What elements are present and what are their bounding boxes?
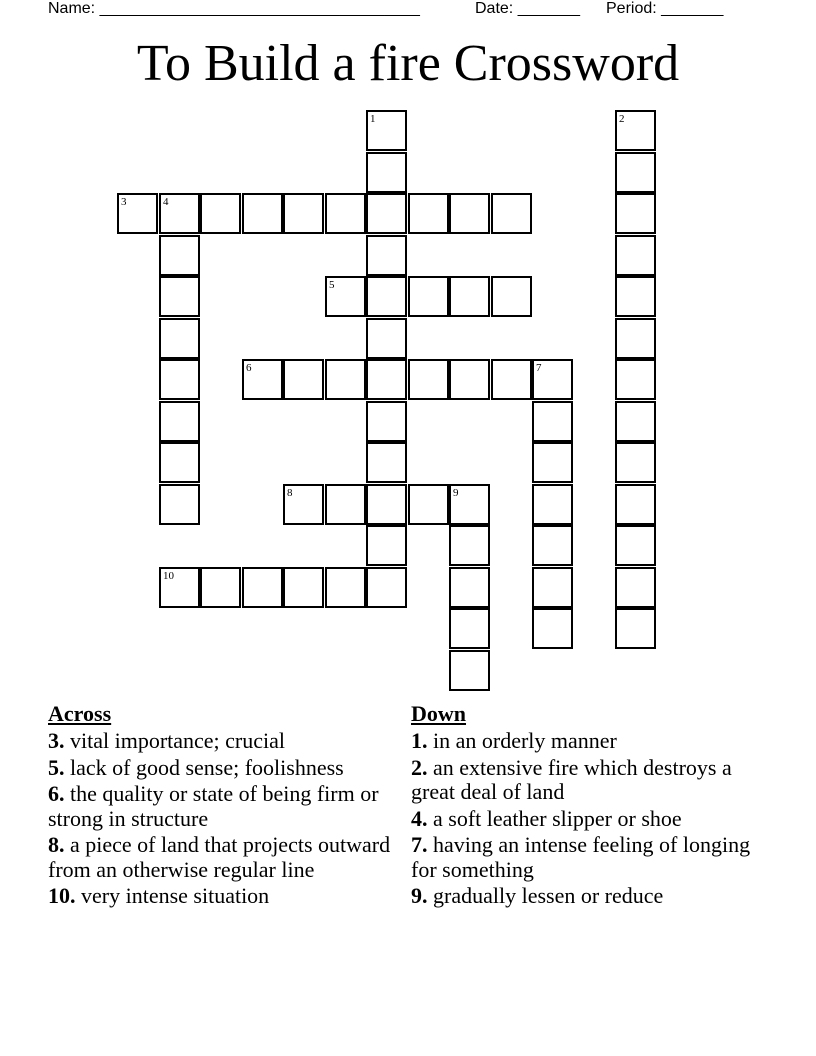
grid-cell[interactable] [242, 567, 283, 608]
grid-cell[interactable] [449, 276, 490, 317]
grid-cell[interactable] [532, 525, 573, 566]
grid-cell[interactable] [366, 401, 407, 442]
clue-number: 5. [48, 754, 65, 780]
grid-cell[interactable] [615, 567, 656, 608]
page-title: To Build a fire Crossword [136, 35, 680, 92]
clue-text: vital importance; crucial [70, 728, 286, 753]
cell-number: 3 [121, 196, 127, 208]
grid-cell[interactable] [366, 235, 407, 276]
clue-down-1 [411, 729, 756, 754]
clue-across-5 [48, 756, 393, 781]
clue-text: in an orderly manner [433, 728, 617, 753]
grid-cell[interactable] [366, 152, 407, 193]
grid-cell[interactable] [615, 276, 656, 317]
grid-cell[interactable] [408, 359, 449, 400]
grid-cell[interactable] [449, 650, 490, 691]
clue-across-3 [48, 729, 393, 754]
grid-cell[interactable] [615, 193, 656, 234]
grid-cell[interactable] [366, 442, 407, 483]
cell-number: 1 [370, 113, 376, 125]
grid-cell[interactable] [532, 567, 573, 608]
date-field-label: Date: _______ [475, 0, 580, 17]
clue-number: 3. [48, 728, 65, 753]
grid-cell[interactable] [615, 152, 656, 193]
across-clues [48, 701, 393, 911]
clue-down-2 [411, 756, 756, 805]
grid-cell[interactable] [615, 110, 656, 151]
cell-number: 8 [287, 487, 293, 499]
grid-cell[interactable] [366, 525, 407, 566]
grid-cell[interactable] [117, 193, 158, 234]
clue-across-8 [48, 833, 393, 882]
grid-cell[interactable] [283, 193, 324, 234]
grid-cell[interactable] [159, 442, 200, 483]
clue-down-4 [411, 807, 756, 832]
period-field-label: Period: _______ [606, 0, 724, 17]
clue-text: a soft leather slipper or shoe [433, 805, 682, 831]
grid-cell[interactable] [408, 276, 449, 317]
grid-cell[interactable] [615, 442, 656, 483]
cell-number: 2 [619, 113, 625, 125]
grid-cell[interactable] [200, 193, 241, 234]
grid-cell[interactable] [159, 235, 200, 276]
grid-cell[interactable] [159, 318, 200, 359]
grid-cell[interactable] [491, 193, 532, 234]
grid-cell[interactable] [491, 276, 532, 317]
grid-cell[interactable] [449, 525, 490, 566]
clue-text: very intense situation [81, 883, 270, 908]
cell-number: 6 [246, 362, 252, 374]
clue-across-10 [48, 884, 393, 909]
grid-cell[interactable] [408, 484, 449, 525]
grid-cell[interactable] [159, 193, 200, 234]
grid-cell[interactable] [283, 359, 324, 400]
grid-cell[interactable] [615, 401, 656, 442]
grid-cell[interactable] [366, 567, 407, 608]
grid-cell[interactable] [325, 484, 366, 525]
grid-cell[interactable] [366, 276, 407, 317]
clue-number: 8. [48, 832, 65, 857]
clue-text: lack of good sense; foolishness [70, 754, 344, 780]
grid-cell[interactable] [532, 484, 573, 525]
grid-cell[interactable] [615, 525, 656, 566]
across-heading: Across [48, 701, 112, 726]
grid-cell[interactable] [283, 567, 324, 608]
grid-cell[interactable] [449, 567, 490, 608]
grid-cell[interactable] [532, 442, 573, 483]
grid-cell[interactable] [366, 110, 407, 151]
clue-down-7 [411, 833, 756, 882]
grid-cell[interactable] [242, 193, 283, 234]
grid-cell[interactable] [159, 359, 200, 400]
grid-cell[interactable] [159, 484, 200, 525]
grid-cell[interactable] [408, 193, 449, 234]
grid-cell[interactable] [325, 359, 366, 400]
grid-cell[interactable] [325, 193, 366, 234]
clue-text: an extensive fire which destroys a great deal of land [411, 754, 732, 804]
grid-cell[interactable] [449, 484, 490, 525]
clue-number: 1. [411, 728, 428, 753]
cell-number: 10 [163, 570, 174, 582]
clue-text: having an intense feeling of longing for something [411, 832, 751, 882]
grid-cell[interactable] [200, 567, 241, 608]
grid-cell[interactable] [615, 359, 656, 400]
grid-cell[interactable] [283, 484, 324, 525]
grid-cell[interactable] [366, 193, 407, 234]
clue-number: 6. [48, 781, 65, 806]
grid-cell[interactable] [325, 567, 366, 608]
clue-text: the quality or state of being firm or strong in structure [48, 781, 379, 831]
clue-number: 2. [411, 754, 428, 780]
grid-cell[interactable] [242, 359, 283, 400]
down-clues [411, 701, 756, 911]
clue-number: 7. [411, 832, 428, 857]
grid-cell[interactable] [366, 318, 407, 359]
grid-cell[interactable] [449, 359, 490, 400]
grid-cell[interactable] [491, 359, 532, 400]
clue-text: a piece of land that projects outward from an otherwise regular line [48, 832, 391, 882]
grid-cell[interactable] [159, 567, 200, 608]
grid-cell[interactable] [615, 235, 656, 276]
grid-cell[interactable] [532, 608, 573, 649]
grid-cell[interactable] [532, 401, 573, 442]
grid-cell[interactable] [366, 359, 407, 400]
clue-number: 9. [411, 883, 428, 908]
clue-number: 4. [411, 805, 428, 831]
cell-number: 5 [329, 279, 335, 291]
clue-number: 10. [48, 883, 76, 908]
grid-cell[interactable] [449, 608, 490, 649]
grid-cell[interactable] [325, 276, 366, 317]
grid-cell[interactable] [615, 608, 656, 649]
grid-cell[interactable] [159, 276, 200, 317]
clue-down-9 [411, 884, 756, 909]
cell-number: 9 [453, 487, 459, 499]
clue-text: gradually lessen or reduce [433, 883, 664, 908]
grid-cell[interactable] [532, 359, 573, 400]
grid-cell[interactable] [615, 484, 656, 525]
grid-cell[interactable] [366, 484, 407, 525]
down-heading: Down [411, 701, 467, 726]
name-field-label: Name: ____________________________________ [48, 0, 420, 17]
cell-number: 7 [536, 362, 542, 374]
grid-cell[interactable] [159, 401, 200, 442]
grid-cell[interactable] [449, 193, 490, 234]
clue-across-6 [48, 782, 393, 831]
grid-cell[interactable] [615, 318, 656, 359]
cell-number: 4 [163, 196, 169, 208]
